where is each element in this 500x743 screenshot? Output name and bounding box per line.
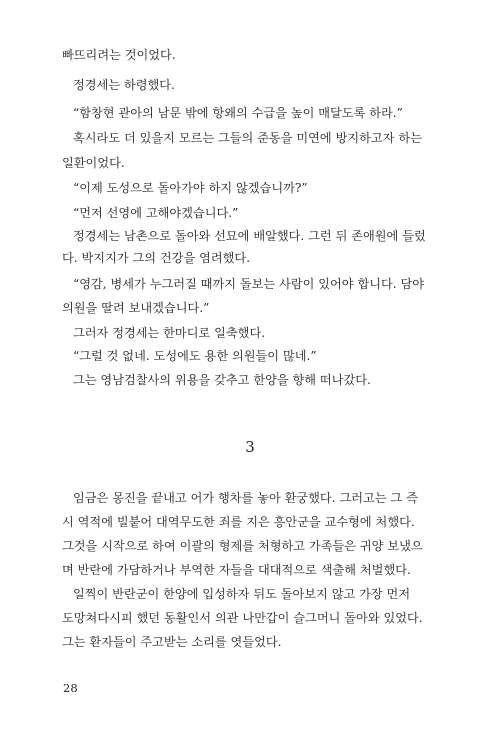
body-line: 시 역적에 빌붙어 대역무도한 죄를 지은 흥안군을 교수형에 처했다. bbox=[62, 515, 415, 529]
body-line: 그는 영남검찰사의 위용을 갖추고 한양을 향해 떠나갔다. bbox=[73, 373, 371, 387]
body-line: 다. 박지지가 그의 건강을 염려했다. bbox=[62, 251, 251, 265]
body-line: 빠뜨리려는 것이었다. bbox=[62, 48, 176, 62]
body-line: 일찍이 반란군이 한양에 입성하자 뒤도 돌아보지 않고 가장 먼저 bbox=[73, 587, 411, 601]
body-line: 도망쳐다시피 했던 동활인서 의관 나만갑이 슬그머니 돌아와 있었다. bbox=[62, 611, 423, 625]
body-line: 일환이었다. bbox=[62, 156, 125, 170]
body-line: “먼저 선영에 고해야겠습니다.” bbox=[73, 206, 239, 220]
chapter-number: 3 bbox=[245, 438, 255, 456]
body-line: “이제 도성으로 돌아가야 하지 않겠습니까?” bbox=[73, 181, 308, 195]
body-line: 정경세는 하령했다. bbox=[73, 78, 175, 92]
body-line: 그것을 시작으로 하여 이괄의 형제를 처형하고 가족들은 귀양 보냈으 bbox=[62, 539, 423, 553]
body-line: “함창현 관아의 남문 밖에 항왜의 수급을 높이 매달도록 하라.” bbox=[73, 106, 403, 120]
body-line: 의원을 딸려 보내겠습니다.” bbox=[62, 301, 210, 315]
body-line: 그러자 정경세는 한마디로 일축했다. bbox=[73, 326, 266, 340]
body-line: “영감, 병세가 누그러질 때까지 돌보는 사람이 있어야 합니다. 담야 bbox=[73, 277, 425, 291]
body-line: 임금은 몽진을 끝내고 어가 행차를 놓아 환궁했다. 그러고는 그 즉 bbox=[73, 491, 418, 505]
body-line: “그럴 것 없네. 도성에도 용한 의원들이 많네.” bbox=[73, 349, 317, 363]
body-line: 정경세는 남촌으로 돌아와 선묘에 배알했다. 그런 뒤 존애원에 들렀 bbox=[73, 229, 426, 243]
body-line: 혹시라도 더 있을지 모르는 그들의 준동을 미연에 방지하고자 하는 bbox=[73, 131, 422, 145]
page-number: 28 bbox=[63, 681, 78, 695]
body-line: 그는 환자들이 주고받는 소리를 엿들었다. bbox=[62, 635, 282, 649]
body-line: 며 반란에 가담하거나 부역한 자들을 대대적으로 색출해 처벌했다. bbox=[62, 563, 411, 577]
